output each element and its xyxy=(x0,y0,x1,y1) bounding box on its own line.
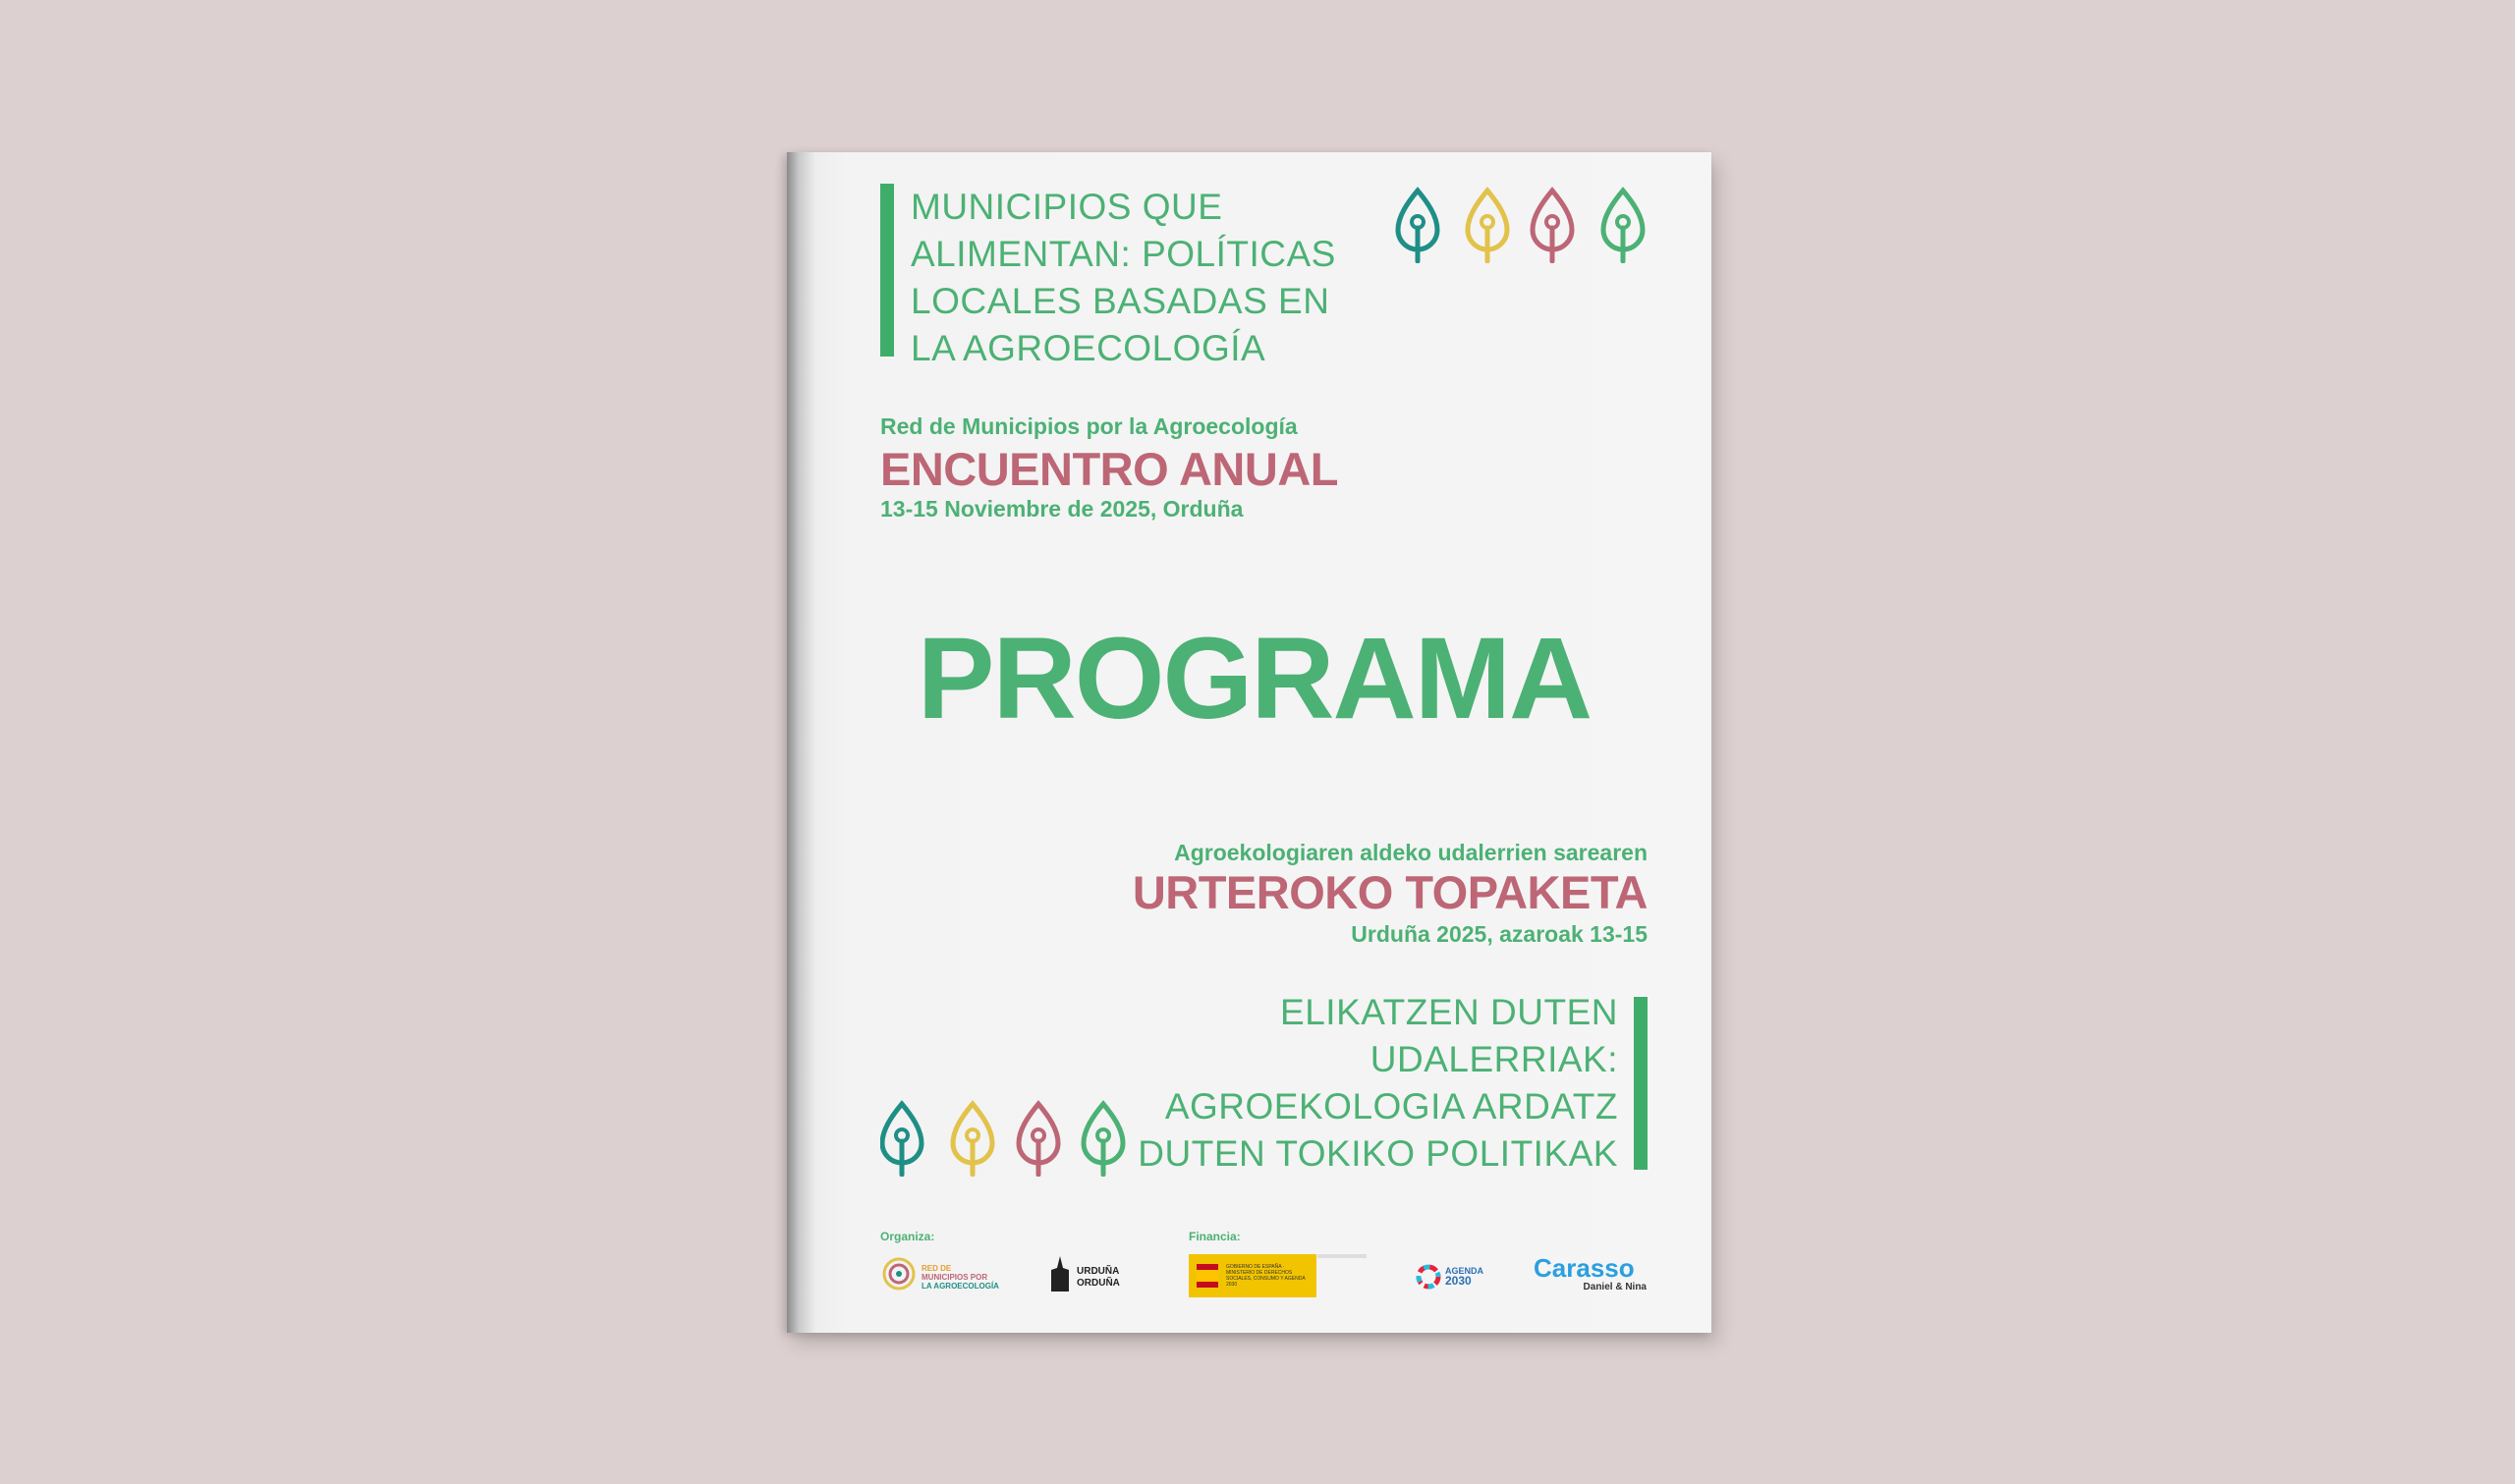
tree-green-icon xyxy=(1084,1104,1123,1175)
program-cover xyxy=(787,152,1711,1333)
sdg-wheel-icon xyxy=(1416,1264,1441,1290)
urduna-logo-line: URDUÑA xyxy=(1077,1266,1120,1277)
red-municipios-logo xyxy=(880,1254,1008,1297)
tree-teal-icon xyxy=(1398,191,1437,261)
trees-top-group xyxy=(1393,185,1658,263)
tree-rose-icon xyxy=(1019,1104,1058,1175)
agenda-logo-line: AGENDA xyxy=(1445,1266,1484,1276)
title-accent-bar xyxy=(880,184,894,357)
agenda-logo-line: 2030 xyxy=(1445,1274,1472,1288)
organiza-label: Organiza: xyxy=(880,1230,935,1243)
eu-event-title: URTEROKO TOPAKETA xyxy=(1132,866,1648,918)
red-logo-icon xyxy=(880,1254,918,1293)
eu-network-name: Agroekologiaren aldeko udalerrien sarearen xyxy=(1174,840,1648,865)
basque-title-line: UDALERRIAK: xyxy=(1369,1039,1618,1079)
urduna-logo xyxy=(1047,1254,1155,1297)
spanish-title xyxy=(911,184,1343,372)
financia-label: Financia: xyxy=(1189,1230,1241,1243)
programa-heading: PROGRAMA xyxy=(917,614,1592,743)
event-date: 13-15 Noviembre de 2025, Orduña xyxy=(880,496,1244,522)
basque-title-line: ELIKATZEN DUTEN xyxy=(1280,992,1618,1032)
network-name: Red de Municipios por la Agroecología xyxy=(880,413,1298,439)
basque-accent-bar xyxy=(1634,997,1648,1170)
tree-green-icon xyxy=(1603,191,1643,261)
spanish-title-line: MUNICIPIOS QUE xyxy=(911,187,1223,227)
carasso-logo-sub: Daniel & Nina xyxy=(1583,1282,1647,1292)
red-logo-line: MUNICIPIOS POR xyxy=(922,1273,988,1282)
spain-flag-icon xyxy=(1197,1264,1218,1288)
basque-title xyxy=(1138,989,1618,1178)
church-icon xyxy=(1047,1254,1073,1293)
gobierno-logo-text: GOBIERNO DE ESPAÑA · MINISTERIO DE DERECHOS SOCIALES, CONSUMO Y AGENDA 2030 xyxy=(1226,1264,1306,1288)
red-logo-line: RED DE xyxy=(922,1264,952,1273)
agenda-2030-logo xyxy=(1416,1262,1484,1295)
gobierno-logo xyxy=(1189,1254,1316,1297)
spanish-title-line: LA AGROECOLOGÍA xyxy=(911,328,1266,368)
basque-title-line: AGROEKOLOGIA ARDATZ xyxy=(1164,1086,1618,1127)
gobierno-divider xyxy=(1317,1254,1367,1258)
basque-title-line: DUTEN TOKIKO POLITIKAK xyxy=(1138,1133,1618,1174)
trees-bottom-group xyxy=(880,1098,1146,1177)
eu-event-date: Urduña 2025, azaroak 13-15 xyxy=(1351,921,1648,947)
tree-yellow-icon xyxy=(1468,191,1507,261)
tree-rose-icon xyxy=(1533,191,1572,261)
tree-yellow-icon xyxy=(953,1104,992,1175)
spanish-title-line: LOCALES BASADAS EN xyxy=(911,281,1330,321)
red-logo-line: LA AGROECOLOGÍA xyxy=(922,1282,999,1291)
tree-teal-icon xyxy=(882,1104,922,1175)
carasso-logo-name: Carasso xyxy=(1534,1253,1635,1283)
urduna-logo-line: ORDUÑA xyxy=(1077,1278,1120,1289)
carasso-logo xyxy=(1534,1254,1651,1297)
event-title: ENCUENTRO ANUAL xyxy=(880,443,1338,495)
spanish-title-line: ALIMENTAN: POLÍTICAS xyxy=(911,234,1336,274)
